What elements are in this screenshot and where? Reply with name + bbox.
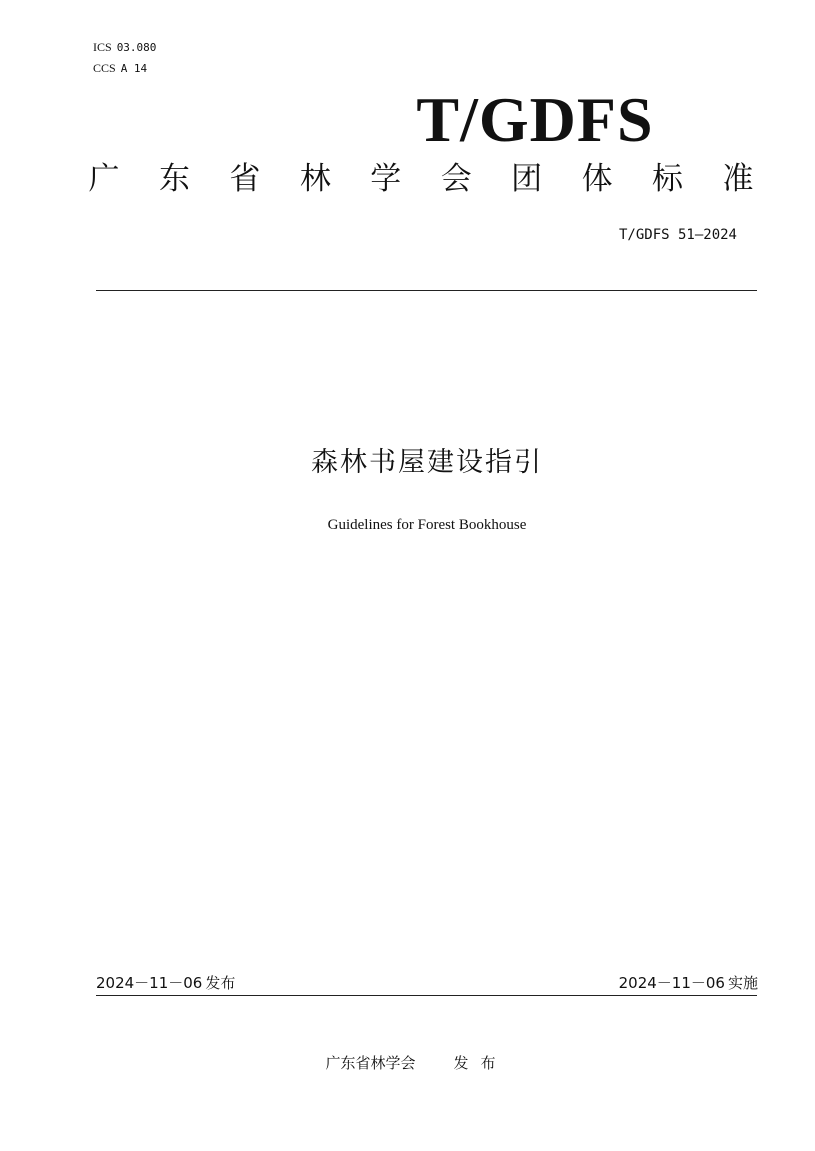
- org-title-char: 会: [440, 161, 472, 197]
- implementation-date-line: [619, 972, 758, 994]
- ics-value: 03.080: [116, 41, 157, 54]
- org-title-char: 团: [511, 161, 543, 197]
- org-title-char: 东: [158, 161, 190, 197]
- document-title-english: Guidelines for Forest Bookhouse: [327, 517, 527, 533]
- ics-classification: [93, 40, 156, 55]
- org-title-char: 准: [722, 161, 754, 197]
- issue-date: 2024－11－06: [96, 974, 203, 992]
- ics-label: ICS: [93, 40, 112, 54]
- standard-number: T/GDFS 51—2024: [618, 227, 737, 243]
- issue-label: 发布: [205, 974, 236, 992]
- org-title-char: 体: [581, 161, 613, 197]
- publisher-name: 广东省林学会: [325, 1054, 416, 1072]
- org-title-char: 省: [229, 161, 261, 197]
- ccs-classification: [93, 61, 147, 76]
- ccs-label: CCS: [93, 61, 116, 75]
- org-title-char: 广: [88, 161, 120, 197]
- publisher-action: 发布: [453, 1054, 508, 1072]
- standard-logo-text: T/GDFS: [416, 84, 654, 155]
- publisher-line: [0, 1052, 815, 1074]
- org-title-char: 标: [652, 161, 683, 197]
- organization-standard-title: [86, 156, 756, 202]
- header-divider: [96, 290, 757, 291]
- document-title-chinese: 森林书屋建设指引: [311, 447, 543, 478]
- org-title-char: 林: [299, 161, 331, 197]
- ccs-value: A 14: [120, 62, 148, 75]
- org-title-char: 学: [370, 161, 402, 197]
- implementation-label: 实施: [727, 974, 758, 992]
- issue-date-line: [96, 972, 235, 994]
- footer-divider: [96, 995, 757, 996]
- implementation-date: 2024－11－06: [618, 974, 725, 992]
